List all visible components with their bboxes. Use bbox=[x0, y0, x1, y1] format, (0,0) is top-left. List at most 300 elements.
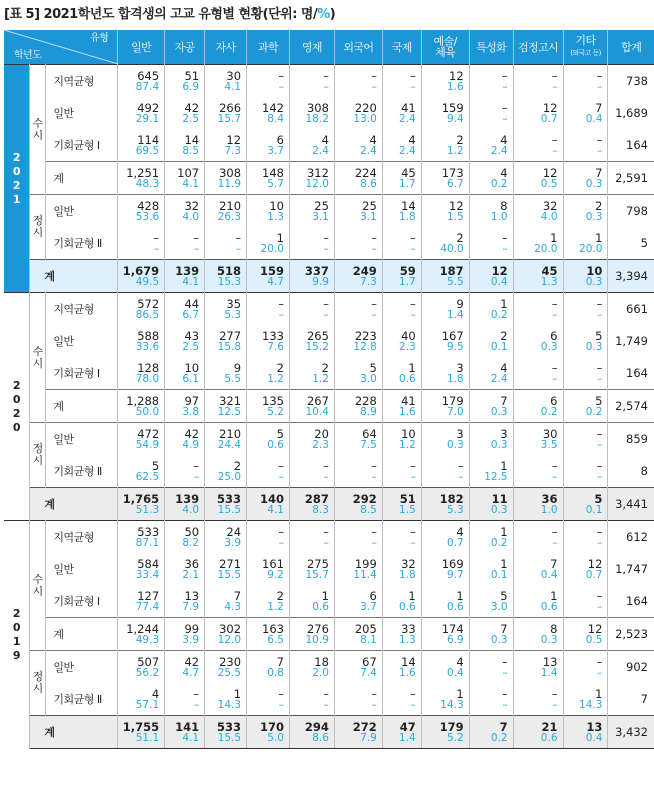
count-value: 161 bbox=[262, 556, 284, 571]
count-value: 1 bbox=[321, 588, 329, 603]
data-cell bbox=[421, 227, 469, 260]
data-cell bbox=[513, 423, 563, 456]
percent-value: 3.1 bbox=[312, 210, 329, 223]
count-value: 6 bbox=[276, 132, 284, 147]
percent-value: – bbox=[552, 80, 558, 93]
year-cell bbox=[4, 293, 30, 521]
count-value: – bbox=[596, 588, 603, 603]
percent-value: 7.3 bbox=[224, 144, 242, 157]
count-value: – bbox=[551, 68, 558, 83]
percent-value: 12.0 bbox=[217, 633, 242, 646]
row-label: 계 bbox=[30, 488, 118, 521]
percent-value: – bbox=[502, 698, 508, 711]
percent-value: – bbox=[502, 80, 508, 93]
row-label: 지역균형 bbox=[46, 521, 118, 554]
admission-type-cell bbox=[30, 423, 46, 488]
data-cell bbox=[382, 423, 421, 456]
percent-value: 0.2 bbox=[490, 308, 508, 321]
count-value: – bbox=[551, 524, 558, 539]
data-cell bbox=[469, 195, 513, 228]
percent-value: – bbox=[597, 144, 603, 157]
count-value: 321 bbox=[219, 393, 242, 408]
data-cell bbox=[563, 65, 608, 98]
count-value: 12 bbox=[587, 621, 603, 636]
percent-value: – bbox=[193, 698, 200, 711]
percent-value: – bbox=[235, 242, 242, 255]
count-value: 2 bbox=[233, 458, 242, 473]
admission-type-label: 정시 bbox=[32, 670, 44, 695]
percent-value: 40.0 bbox=[440, 242, 464, 255]
data-cell bbox=[421, 293, 469, 326]
count-value: 1 bbox=[500, 296, 508, 311]
count-value: – bbox=[278, 296, 284, 311]
percent-value: 0.3 bbox=[540, 340, 558, 353]
data-cell bbox=[118, 65, 165, 98]
percent-value: – bbox=[552, 372, 558, 385]
table-row bbox=[4, 585, 654, 618]
count-value: 99 bbox=[184, 621, 200, 636]
count-value: – bbox=[501, 654, 508, 669]
percent-value: 3.7 bbox=[267, 144, 284, 157]
percent-value: 15.2 bbox=[305, 340, 329, 353]
percent-value: – bbox=[502, 112, 508, 125]
count-value: 1 bbox=[550, 588, 558, 603]
data-cell bbox=[165, 97, 205, 129]
count-value: 5 bbox=[595, 393, 603, 408]
data-cell bbox=[118, 227, 165, 260]
percent-value: 1.2 bbox=[267, 600, 284, 613]
count-value: – bbox=[371, 686, 377, 701]
percent-value: 0.6 bbox=[399, 600, 416, 613]
count-value: 1 bbox=[595, 686, 603, 701]
count-value: 10 bbox=[401, 426, 416, 441]
count-value: – bbox=[501, 68, 508, 83]
count-value: 7 bbox=[500, 621, 508, 636]
count-value: 148 bbox=[262, 165, 284, 180]
data-cell bbox=[165, 618, 205, 651]
count-value: 47 bbox=[399, 719, 416, 734]
data-cell bbox=[421, 455, 469, 488]
data-cell bbox=[421, 683, 469, 716]
count-value: 533 bbox=[137, 524, 160, 539]
count-value: 12 bbox=[449, 198, 464, 213]
percent-value: 0.8 bbox=[267, 666, 284, 679]
percent-value: – bbox=[410, 536, 416, 549]
table-row bbox=[4, 65, 654, 98]
count-value: – bbox=[278, 68, 284, 83]
percent-value: 8.5 bbox=[182, 144, 200, 157]
data-cell bbox=[382, 97, 421, 129]
percent-value: 6.7 bbox=[182, 308, 200, 321]
data-cell bbox=[382, 195, 421, 228]
col-header-arts: 예술/ 체육 bbox=[421, 30, 469, 65]
percent-value: 0.6 bbox=[540, 731, 558, 744]
percent-value: 1.0 bbox=[490, 210, 508, 223]
percent-value: 1.8 bbox=[399, 568, 416, 581]
data-cell bbox=[513, 97, 563, 129]
count-value: 228 bbox=[354, 393, 377, 408]
percent-value: – bbox=[597, 308, 603, 321]
percent-value: 4.9 bbox=[182, 438, 200, 451]
count-value: 33 bbox=[401, 621, 416, 636]
percent-value: 3.1 bbox=[360, 210, 377, 223]
count-value: – bbox=[457, 458, 464, 473]
data-cell bbox=[289, 97, 334, 129]
table-row bbox=[4, 618, 654, 651]
count-value: 1 bbox=[500, 524, 508, 539]
data-cell bbox=[382, 390, 421, 423]
percent-value: 14.3 bbox=[440, 698, 464, 711]
count-value: – bbox=[409, 296, 416, 311]
data-cell bbox=[334, 455, 382, 488]
data-cell bbox=[563, 521, 608, 554]
count-value: 302 bbox=[219, 621, 242, 636]
data-cell bbox=[165, 260, 205, 293]
percent-value: 1.0 bbox=[540, 503, 558, 516]
count-value: 2 bbox=[456, 132, 464, 147]
percent-value: – bbox=[278, 470, 284, 483]
data-cell bbox=[247, 325, 290, 357]
percent-value: 14.3 bbox=[217, 698, 242, 711]
count-value: – bbox=[596, 458, 603, 473]
percent-value: 4.0 bbox=[182, 503, 200, 516]
percent-value: – bbox=[410, 308, 416, 321]
count-value: – bbox=[193, 686, 200, 701]
count-value: 337 bbox=[304, 263, 329, 278]
count-value: 135 bbox=[262, 393, 284, 408]
data-cell bbox=[165, 390, 205, 423]
data-cell bbox=[205, 65, 247, 98]
data-cell bbox=[563, 618, 608, 651]
count-value: 7 bbox=[595, 100, 603, 115]
data-cell bbox=[118, 423, 165, 456]
percent-value: 0.6 bbox=[312, 600, 329, 613]
percent-value: 0.3 bbox=[490, 438, 508, 451]
col-header: 과학 bbox=[247, 30, 290, 65]
percent-value: 62.5 bbox=[135, 470, 160, 483]
count-value: 2 bbox=[500, 328, 508, 343]
data-cell bbox=[165, 716, 205, 749]
percent-value: 7.0 bbox=[446, 405, 464, 418]
total-cell: 1,749 bbox=[615, 334, 648, 348]
data-cell bbox=[289, 357, 334, 390]
count-value: 3 bbox=[500, 426, 508, 441]
data-cell bbox=[382, 129, 421, 162]
count-value: 220 bbox=[354, 100, 377, 115]
data-cell bbox=[563, 553, 608, 585]
count-value: 1 bbox=[456, 686, 464, 701]
count-value: – bbox=[409, 458, 416, 473]
data-cell bbox=[469, 162, 513, 195]
percent-value: 0.5 bbox=[585, 633, 603, 646]
data-cell bbox=[205, 293, 247, 326]
percent-value: 15.7 bbox=[305, 568, 329, 581]
data-cell bbox=[334, 651, 382, 684]
count-value: 36 bbox=[541, 491, 558, 506]
data-cell bbox=[563, 455, 608, 488]
percent-value: 26.3 bbox=[217, 210, 242, 223]
data-cell bbox=[469, 325, 513, 357]
percent-value: 1.5 bbox=[446, 210, 464, 223]
data-cell bbox=[165, 683, 205, 716]
count-value: 9 bbox=[233, 360, 242, 375]
data-cell bbox=[289, 423, 334, 456]
count-value: 174 bbox=[441, 621, 464, 636]
data-cell bbox=[334, 97, 382, 129]
data-cell bbox=[563, 129, 608, 162]
count-value: 18 bbox=[314, 654, 329, 669]
count-value: 13 bbox=[586, 719, 603, 734]
count-value: 159 bbox=[259, 263, 284, 278]
count-value: 44 bbox=[184, 296, 200, 311]
data-cell bbox=[118, 455, 165, 488]
data-cell bbox=[563, 488, 608, 521]
count-value: – bbox=[371, 230, 377, 245]
table-row bbox=[4, 357, 654, 390]
percent-value: 7.9 bbox=[182, 600, 200, 613]
data-cell bbox=[118, 325, 165, 357]
admission-type-cell bbox=[30, 195, 46, 260]
table-row bbox=[4, 325, 654, 357]
percent-value: 0.4 bbox=[540, 568, 558, 581]
percent-value: 4.1 bbox=[182, 275, 200, 288]
count-value: – bbox=[596, 426, 603, 441]
col-header-etc: 기타 (외국고 등) bbox=[563, 30, 608, 65]
percent-value: 0.7 bbox=[446, 536, 464, 549]
count-value: – bbox=[596, 68, 603, 83]
percent-value: 5.2 bbox=[267, 405, 284, 418]
data-cell bbox=[563, 716, 608, 749]
count-value: 2 bbox=[321, 360, 329, 375]
count-value: – bbox=[501, 686, 508, 701]
count-value: 2 bbox=[595, 198, 603, 213]
data-cell bbox=[563, 423, 608, 456]
percent-value: 0.6 bbox=[399, 372, 416, 385]
percent-value: – bbox=[371, 536, 377, 549]
count-value: 4 bbox=[500, 165, 508, 180]
data-cell bbox=[563, 390, 608, 423]
percent-value: 3.5 bbox=[540, 438, 558, 451]
total-cell: 1,747 bbox=[615, 562, 648, 576]
count-value: 7 bbox=[499, 719, 508, 734]
data-cell bbox=[289, 195, 334, 228]
count-value: 6 bbox=[550, 328, 558, 343]
data-cell bbox=[205, 227, 247, 260]
count-value: 30 bbox=[542, 426, 558, 441]
count-value: – bbox=[551, 458, 558, 473]
percent-value: 8.4 bbox=[267, 112, 284, 125]
data-cell bbox=[469, 716, 513, 749]
data-cell bbox=[165, 423, 205, 456]
data-cell bbox=[118, 553, 165, 585]
count-value: 43 bbox=[184, 328, 200, 343]
count-value: 1 bbox=[595, 230, 603, 245]
data-cell bbox=[382, 227, 421, 260]
percent-value: 5.0 bbox=[267, 731, 284, 744]
data-cell bbox=[469, 227, 513, 260]
data-cell bbox=[421, 423, 469, 456]
percent-value: 8.5 bbox=[360, 503, 377, 516]
data-cell bbox=[289, 553, 334, 585]
count-value: 6 bbox=[369, 588, 377, 603]
percent-value: – bbox=[597, 666, 603, 679]
percent-value: 2.0 bbox=[312, 666, 329, 679]
corner-type-label: 유형 bbox=[90, 33, 109, 44]
percent-value: 0.7 bbox=[540, 112, 558, 125]
count-value: 12 bbox=[587, 556, 603, 571]
count-value: 230 bbox=[219, 654, 242, 669]
percent-value: 9.9 bbox=[312, 275, 329, 288]
percent-value: 5.5 bbox=[224, 372, 242, 385]
count-value: 3 bbox=[456, 360, 464, 375]
row-label: 기회균형 Ⅰ bbox=[46, 129, 118, 162]
percent-value: – bbox=[502, 666, 508, 679]
count-value: 169 bbox=[441, 556, 464, 571]
percent-value: 15.5 bbox=[217, 568, 242, 581]
count-value: 294 bbox=[304, 719, 329, 734]
percent-value: 7.6 bbox=[267, 340, 284, 353]
total-cell: 2,574 bbox=[608, 390, 654, 423]
data-cell bbox=[118, 293, 165, 326]
percent-value: 0.3 bbox=[490, 633, 508, 646]
percent-value: 14.3 bbox=[579, 698, 603, 711]
year-label: 2021 bbox=[12, 150, 21, 206]
data-cell bbox=[289, 683, 334, 716]
count-value: 41 bbox=[401, 393, 416, 408]
percent-value: – bbox=[552, 144, 558, 157]
data-cell bbox=[513, 455, 563, 488]
data-cell bbox=[247, 227, 290, 260]
count-value: 12 bbox=[491, 263, 508, 278]
percent-value: 1.2 bbox=[312, 372, 329, 385]
data-cell bbox=[382, 683, 421, 716]
percent-value: 1.8 bbox=[446, 372, 464, 385]
data-cell bbox=[118, 651, 165, 684]
data-cell bbox=[334, 293, 382, 326]
total-cell: 2,591 bbox=[608, 162, 654, 195]
data-cell bbox=[382, 293, 421, 326]
data-cell bbox=[382, 651, 421, 684]
data-cell bbox=[513, 618, 563, 651]
data-cell bbox=[205, 683, 247, 716]
data-cell bbox=[205, 390, 247, 423]
count-value: 4 bbox=[456, 524, 464, 539]
count-value: – bbox=[193, 458, 200, 473]
col-header: 외국어 bbox=[334, 30, 382, 65]
count-value: 59 bbox=[399, 263, 416, 278]
count-value: 533 bbox=[217, 491, 242, 506]
percent-value: – bbox=[371, 242, 377, 255]
percent-value: 51.1 bbox=[135, 731, 160, 744]
percent-value: – bbox=[323, 470, 329, 483]
percent-value: 69.5 bbox=[135, 144, 160, 157]
count-value: – bbox=[596, 360, 603, 375]
data-cell bbox=[247, 618, 290, 651]
count-value: 277 bbox=[219, 328, 242, 343]
data-cell bbox=[165, 455, 205, 488]
admission-type-cell bbox=[30, 521, 46, 651]
col-header: 국제 bbox=[382, 30, 421, 65]
corner-year-label: 학년도 bbox=[14, 50, 42, 61]
data-cell bbox=[513, 65, 563, 98]
count-value: 13 bbox=[542, 654, 558, 669]
year-cell bbox=[4, 65, 30, 293]
total-cell: 798 bbox=[608, 195, 654, 228]
row-label: 계 bbox=[46, 618, 118, 651]
count-value: 1,288 bbox=[126, 393, 160, 408]
percent-value: 53.6 bbox=[135, 210, 160, 223]
percent-value: 15.5 bbox=[217, 503, 242, 516]
data-cell bbox=[165, 293, 205, 326]
count-value: 6 bbox=[550, 393, 558, 408]
percent-value: 1.7 bbox=[399, 275, 416, 288]
total-cell: 3,432 bbox=[608, 716, 654, 749]
percent-value: 9.5 bbox=[446, 340, 464, 353]
count-value: 140 bbox=[259, 491, 284, 506]
percent-value: 4.7 bbox=[182, 666, 200, 679]
data-cell bbox=[118, 716, 165, 749]
percent-value: 0.2 bbox=[585, 405, 603, 418]
data-cell bbox=[469, 423, 513, 456]
percent-value: 3.0 bbox=[490, 600, 508, 613]
count-value: 14 bbox=[401, 654, 416, 669]
count-value: – bbox=[371, 296, 377, 311]
percent-value: 3.9 bbox=[182, 633, 200, 646]
percent-value: – bbox=[552, 536, 558, 549]
total-cell: 164 bbox=[626, 366, 648, 380]
table-row bbox=[4, 97, 654, 129]
data-cell bbox=[513, 683, 563, 716]
col-header: 자사 bbox=[205, 30, 247, 65]
count-value: 159 bbox=[441, 100, 464, 115]
count-value: 492 bbox=[137, 100, 160, 115]
data-cell bbox=[513, 357, 563, 390]
percent-value: 5.5 bbox=[446, 275, 464, 288]
row-label: 기회균형 Ⅰ bbox=[46, 585, 118, 618]
total-cell: 1,689 bbox=[615, 106, 648, 120]
count-value: 32 bbox=[401, 556, 416, 571]
percent-value: 12.0 bbox=[305, 177, 329, 190]
row-label: 일반 bbox=[46, 325, 118, 357]
percent-value: 87.1 bbox=[135, 536, 160, 549]
total-cell: 902 bbox=[608, 651, 654, 684]
data-cell bbox=[469, 553, 513, 585]
percent-value: – bbox=[323, 698, 329, 711]
percent-value: 1.6 bbox=[399, 666, 416, 679]
data-cell bbox=[205, 195, 247, 228]
data-cell bbox=[563, 357, 608, 390]
count-value: – bbox=[278, 686, 284, 701]
row-label: 일반 bbox=[46, 195, 118, 228]
percent-value: 2.4 bbox=[490, 144, 508, 157]
count-value: – bbox=[323, 296, 329, 311]
percent-value: – bbox=[323, 242, 329, 255]
percent-value: 51.3 bbox=[135, 503, 160, 516]
count-value: 308 bbox=[219, 165, 242, 180]
data-cell bbox=[165, 129, 205, 162]
data-cell bbox=[334, 65, 382, 98]
percent-value: 15.5 bbox=[217, 731, 242, 744]
count-value: 312 bbox=[306, 165, 329, 180]
count-value: 25 bbox=[362, 198, 377, 213]
data-cell bbox=[563, 325, 608, 357]
percent-value: 1.3 bbox=[399, 633, 416, 646]
data-cell bbox=[421, 97, 469, 129]
data-cell bbox=[469, 65, 513, 98]
percent-value: 8.6 bbox=[312, 731, 329, 744]
count-value: 5 bbox=[594, 491, 603, 506]
total-cell: 738 bbox=[608, 65, 654, 98]
